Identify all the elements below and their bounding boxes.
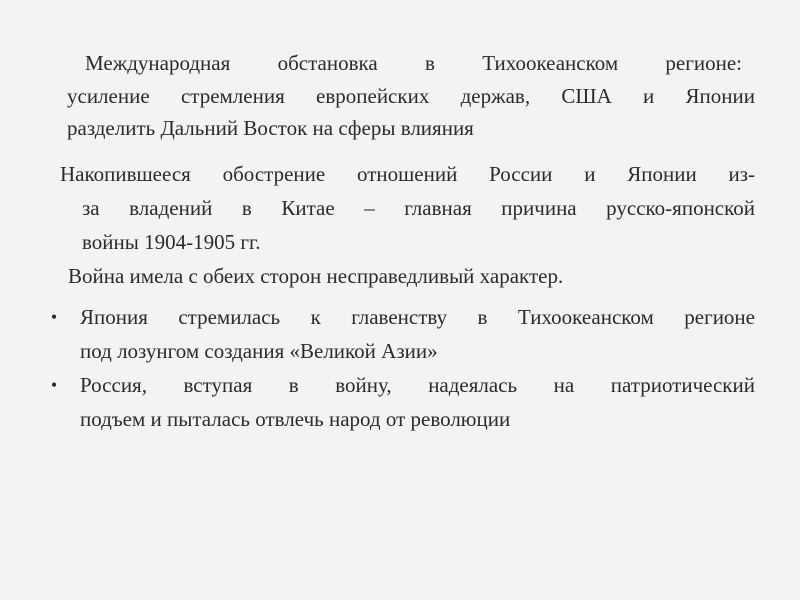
text-line: за владений в Китае – главная причина русско-японской [82, 196, 755, 220]
text-line: подъем и пыталась отвлечь народ от революции [80, 407, 511, 431]
text-line: Япония стремилась к главенству в Тихоокеанском регионе [80, 305, 755, 329]
text-line: Россия, вступая в войну, надеялась на патриотический [80, 373, 755, 397]
text-line: усиление стремления европейских держав, США и Японии [67, 84, 755, 108]
text-line: Международная обстановка в Тихоокеанском регионе: [85, 51, 742, 75]
text-line: разделить Дальний Восток на сферы влияния [67, 116, 474, 140]
bullet-marker: • [50, 307, 58, 327]
text-line: под лозунгом создания «Великой Азии» [80, 339, 438, 363]
bullet-marker: • [50, 375, 58, 395]
text-line: войны 1904-1905 гг. [82, 230, 261, 254]
text-line: Война имела с обеих сторон несправедливый характер. [68, 264, 564, 288]
text-line: Накопившееся обострение отношений России и Японии из- [60, 162, 755, 186]
